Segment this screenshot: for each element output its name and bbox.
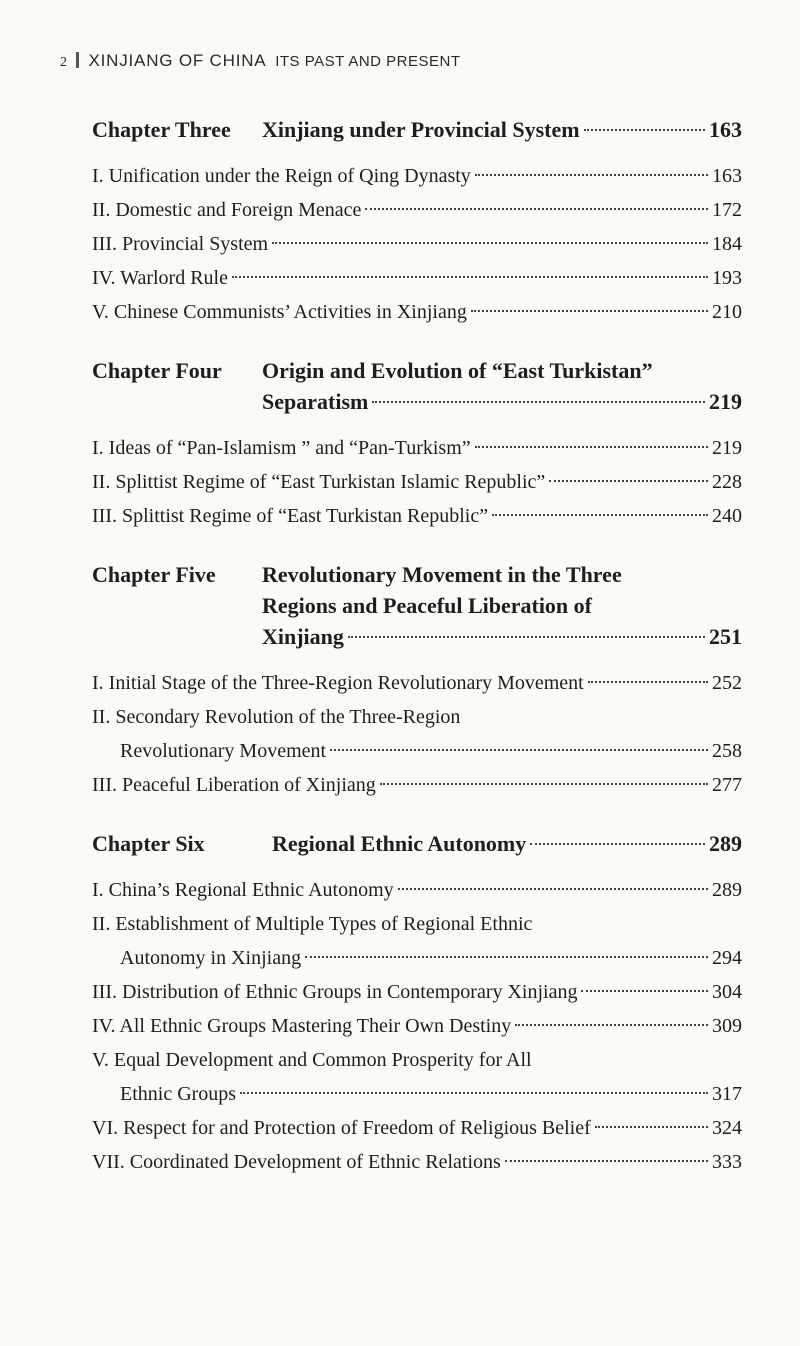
leader-dots: [398, 888, 708, 890]
toc-entry[interactable]: [92, 465, 742, 499]
leader-dots: [515, 1024, 708, 1026]
toc-entry[interactable]: [92, 1043, 742, 1111]
entry-page: 163: [712, 165, 742, 187]
toc-entry[interactable]: [92, 873, 742, 907]
leader-dots: [240, 1092, 708, 1094]
toc-entry[interactable]: [92, 768, 742, 802]
chapter-heading[interactable]: [92, 114, 742, 145]
leader-dots: [372, 401, 705, 403]
toc-entry[interactable]: [92, 227, 742, 261]
entry-title-line: Revolutionary Movement: [120, 740, 327, 762]
leader-dots: [549, 480, 708, 482]
toc-entry[interactable]: [92, 975, 742, 1009]
chapter-three: [92, 114, 742, 329]
entry-page: 277: [712, 774, 742, 796]
chapter-page: 219: [709, 389, 742, 414]
header-divider: [76, 52, 79, 68]
chapter-title: Xinjiang under Provincial System: [262, 117, 580, 142]
toc-entry[interactable]: [92, 261, 742, 295]
entry-title: IV. All Ethnic Groups Mastering Their Own Destiny: [92, 1015, 512, 1037]
entry-title: IV. Warlord Rule: [92, 267, 228, 289]
toc-entry[interactable]: [92, 1009, 742, 1043]
chapter-title-line: Origin and Evolution of “East Turkistan”: [262, 358, 653, 383]
chapter-heading[interactable]: [92, 355, 742, 417]
entry-title-line: V. Equal Development and Common Prosperity for All: [92, 1049, 532, 1071]
entry-title: V. Chinese Communists’ Activities in Xinjiang: [92, 301, 467, 323]
entry-page: 317: [712, 1083, 742, 1105]
leader-dots: [475, 446, 708, 448]
entry-page: 172: [712, 199, 742, 221]
toc-entry[interactable]: [92, 193, 742, 227]
entry-page: 294: [712, 947, 742, 969]
chapter-title-line: Xinjiang: [262, 624, 344, 649]
entry-page: 193: [712, 267, 742, 289]
entry-page: 258: [712, 740, 742, 762]
chapter-five: [92, 559, 742, 802]
leader-dots: [475, 174, 708, 176]
entry-title: II. Domestic and Foreign Menace: [92, 199, 362, 221]
leader-dots: [365, 208, 708, 210]
chapter-number: Chapter Three: [92, 117, 231, 142]
chapter-four: [92, 355, 742, 533]
toc-entry[interactable]: [92, 295, 742, 329]
leader-dots: [330, 749, 708, 751]
chapter-number: Chapter Five: [92, 562, 216, 587]
chapter-page: 251: [709, 624, 742, 649]
table-of-contents: [92, 114, 742, 1203]
leader-dots: [581, 990, 708, 992]
leader-dots: [380, 783, 708, 785]
entry-title: I. China’s Regional Ethnic Autonomy: [92, 879, 394, 901]
leader-dots: [471, 310, 708, 312]
entry-title: III. Splittist Regime of “East Turkistan Republic”: [92, 505, 489, 527]
book-subtitle: ITS PAST AND PRESENT: [275, 53, 461, 70]
chapter-number: Chapter Four: [92, 358, 222, 383]
toc-entry[interactable]: [92, 159, 742, 193]
toc-entry[interactable]: [92, 499, 742, 533]
entry-page: 324: [712, 1117, 742, 1139]
entry-title: I. Unification under the Reign of Qing Dynasty: [92, 165, 471, 187]
page-number: 2: [60, 55, 68, 70]
entry-page: 228: [712, 471, 742, 493]
toc-entry[interactable]: [92, 431, 742, 465]
entry-title-line: Autonomy in Xinjiang: [120, 947, 302, 969]
chapter-heading[interactable]: [92, 828, 742, 859]
running-header: [60, 51, 461, 71]
toc-entry[interactable]: [92, 700, 742, 768]
entry-title: I. Ideas of “Pan-Islamism ” and “Pan-Turkism”: [92, 437, 471, 459]
chapter-six: [92, 828, 742, 1179]
entry-page: 309: [712, 1015, 742, 1037]
entry-title: III. Provincial System: [92, 233, 269, 255]
toc-entry[interactable]: [92, 907, 742, 975]
entry-page: 219: [712, 437, 742, 459]
entry-page: 304: [712, 981, 742, 1003]
chapter-title-line: Regions and Peaceful Liberation of: [262, 593, 592, 618]
chapter-title-line: Revolutionary Movement in the Three: [262, 562, 622, 587]
entry-title: III. Distribution of Ethnic Groups in Contemporary Xinjiang: [92, 981, 578, 1003]
chapter-title-line: Separatism: [262, 389, 369, 414]
entry-title: II. Splittist Regime of “East Turkistan Islamic Republic”: [92, 471, 546, 493]
entry-title-line: II. Secondary Revolution of the Three-Region: [92, 706, 461, 728]
entry-title: VII. Coordinated Development of Ethnic Relations: [92, 1151, 501, 1173]
chapter-page: 289: [709, 831, 742, 856]
chapter-title: Regional Ethnic Autonomy: [272, 831, 527, 856]
leader-dots: [272, 242, 708, 244]
entry-title-line: II. Establishment of Multiple Types of Regional Ethnic: [92, 913, 533, 935]
toc-entry[interactable]: [92, 666, 742, 700]
book-title: XINJIANG OF CHINA: [88, 51, 267, 70]
chapter-page: 163: [709, 117, 742, 142]
entry-title: VI. Respect for and Protection of Freedom of Religious Belief: [92, 1117, 591, 1139]
leader-dots: [232, 276, 708, 278]
entry-page: 184: [712, 233, 742, 255]
entry-title: I. Initial Stage of the Three-Region Revolutionary Movement: [92, 672, 584, 694]
entry-page: 240: [712, 505, 742, 527]
leader-dots: [595, 1126, 708, 1128]
leader-dots: [584, 129, 705, 131]
leader-dots: [505, 1160, 708, 1162]
leader-dots: [492, 514, 708, 516]
entry-page: 252: [712, 672, 742, 694]
leader-dots: [305, 956, 708, 958]
entry-title: III. Peaceful Liberation of Xinjiang: [92, 774, 376, 796]
leader-dots: [530, 843, 705, 845]
entry-title-line: Ethnic Groups: [120, 1083, 237, 1105]
entry-page: 333: [712, 1151, 742, 1173]
toc-entry[interactable]: [92, 1111, 742, 1145]
chapter-heading[interactable]: [92, 559, 742, 652]
leader-dots: [348, 636, 705, 638]
entry-page: 210: [712, 301, 742, 323]
toc-entry[interactable]: [92, 1145, 742, 1179]
chapter-number: Chapter Six: [92, 831, 205, 856]
entry-page: 289: [712, 879, 742, 901]
leader-dots: [588, 681, 708, 683]
